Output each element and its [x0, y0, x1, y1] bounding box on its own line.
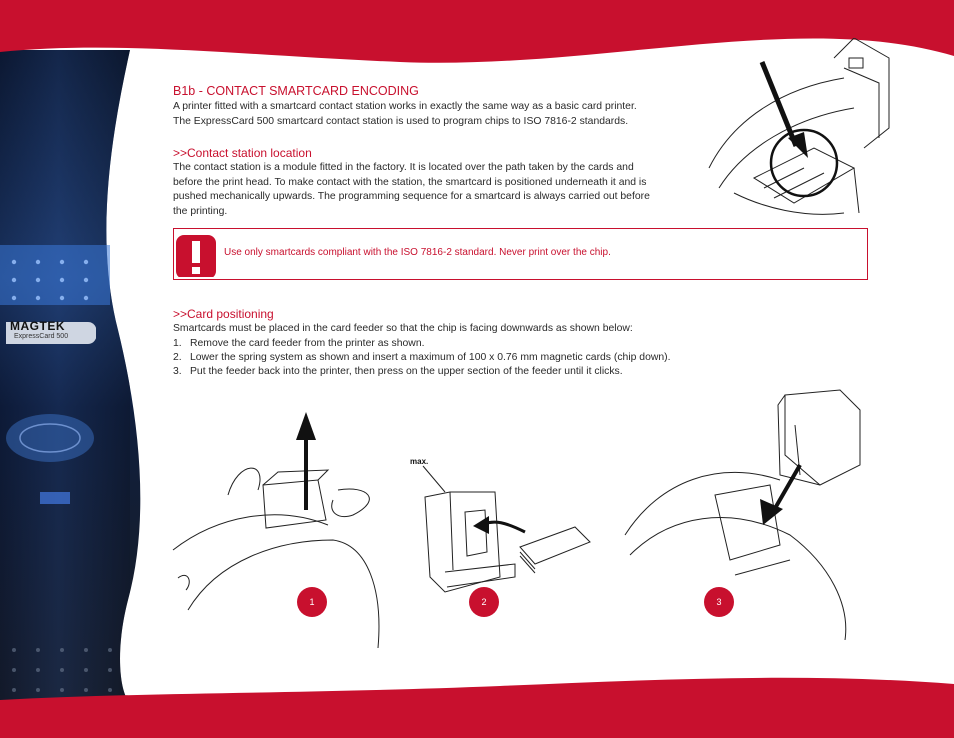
step-badge-1: 1	[297, 587, 327, 617]
warning-box	[173, 228, 868, 280]
step-number: 2.	[173, 352, 182, 363]
step-number: 1.	[173, 338, 182, 349]
contact-station-heading: >>Contact station location	[173, 146, 312, 160]
step-badge-2: 2	[469, 587, 499, 617]
contact-line-3: pushed mechanically upwards. The programming sequence for a smartcard is always carried out before	[173, 191, 650, 202]
contact-station-text	[173, 161, 650, 219]
intro-line-2: The ExpressCard 500 smartcard contact station is used to program chips to ISO 7816-2 standards.	[173, 115, 629, 127]
section-title: B1b - CONTACT SMARTCARD ENCODING	[173, 84, 419, 98]
brand-badge	[4, 318, 96, 346]
card-positioning-intro: Smartcards must be placed in the card feeder so that the chip is facing downwards as shown below:	[173, 323, 633, 334]
step-text: Remove the card feeder from the printer as shown.	[190, 338, 425, 349]
brand-logo: MAGTEK	[10, 319, 65, 333]
intro-text	[173, 100, 637, 129]
step-text: Lower the spring system as shown and insert a maximum of 100 x 0.76 mm magnetic cards (chip down).	[190, 352, 671, 363]
step-number: 3.	[173, 366, 182, 377]
max-label: max.	[410, 457, 429, 466]
intro-line-1: A printer fitted with a smartcard contact station works in exactly the same way as a basic card printer.	[173, 101, 637, 112]
steps-list	[173, 337, 671, 379]
figure-insert-feeder	[620, 385, 870, 640]
step-item	[173, 337, 671, 351]
card-positioning-heading: >>Card positioning	[173, 307, 274, 321]
warning-text: Use only smartcards compliant with the ISO 7816-2 standard. Never print over the chip.	[224, 247, 611, 258]
figure-remove-feeder	[168, 400, 390, 648]
exclamation-icon	[174, 233, 218, 277]
step-text: Put the feeder back into the printer, then press on the upper section of the feeder until it clicks.	[190, 366, 623, 377]
step-badge-3: 3	[704, 587, 734, 617]
contact-line-1: The contact station is a module fitted in the factory. It is located over the path taken by the cards and	[173, 162, 634, 173]
figure-load-cards	[405, 452, 600, 602]
contact-line-2: before the print head. To make contact with the station, the smartcard is positioned underneath it and is	[173, 176, 647, 188]
brand-model: ExpressCard 500	[14, 333, 69, 340]
step-item	[173, 351, 671, 365]
contact-station-illustration	[704, 38, 894, 238]
contact-line-4: the printing.	[173, 205, 228, 217]
step-item	[173, 365, 671, 379]
